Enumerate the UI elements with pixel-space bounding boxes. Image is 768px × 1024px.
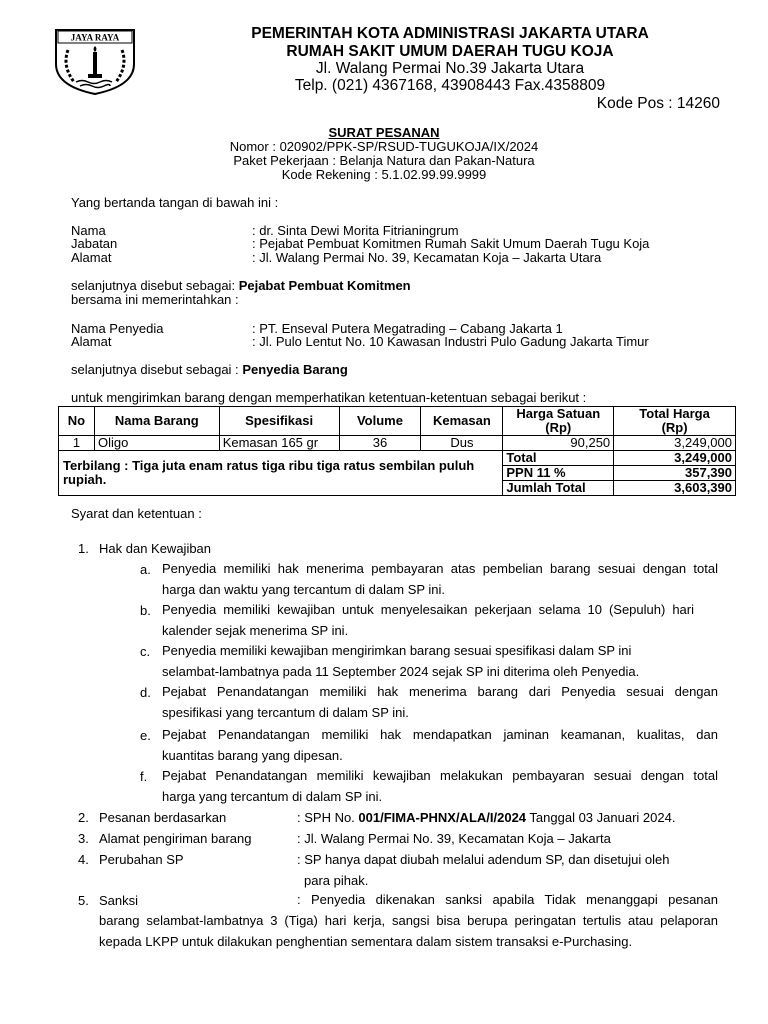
term-1d-letter: d. <box>140 685 151 700</box>
pejabat-designation-role: Pejabat Pembuat Komitmen <box>238 278 411 293</box>
vendor-address-value: : Jl. Pulo Lentut No. 10 Kawasan Industri Pulo Gadung Jakarta Timur <box>252 334 649 349</box>
header-packaging: Kemasan <box>421 407 503 436</box>
term-1-number: 1. <box>78 541 89 556</box>
term-1-title: Hak dan Kewajiban <box>99 541 212 556</box>
order-items-table <box>58 406 736 496</box>
cell-specification: Kemasan 165 gr <box>219 436 339 451</box>
term-1f-letter: f. <box>140 769 148 784</box>
term-5-line2: barang selambat-lambatnya 3 (Tiga) hari kerja, sangsi bisa berupa peringatan tertulis atau pelaporan <box>99 913 718 928</box>
vendor-designation-role: Penyedia Barang <box>242 362 348 377</box>
vendor-name-value: : PT. Enseval Putera Megatrading – Cabang Jakarta 1 <box>252 321 563 336</box>
term-2-number: 2. <box>78 810 89 825</box>
term-4-label: Perubahan SP <box>99 852 184 867</box>
pejabat-position-value: : Pejabat Pembuat Komitmen Rumah Sakit Umum Daerah Tugu Koja <box>252 236 650 251</box>
term-1b-line1: Penyedia memiliki kewajiban untuk menyelesaikan pekerjaan selama 10 (Sepuluh) hari <box>162 602 694 617</box>
term-2-label: Pesanan berdasarkan <box>99 810 227 825</box>
logo-text: JAYA RAYA <box>70 32 120 43</box>
term-1e-letter: e. <box>140 728 151 743</box>
term-1d-line2: spesifikasi yang tercantum di dalam SP ini. <box>162 705 409 720</box>
term-1c-letter: c. <box>140 644 151 659</box>
table-row <box>59 436 736 451</box>
term-5-number: 5. <box>78 893 89 908</box>
account-code: Kode Rekening : 5.1.02.99.99.9999 <box>281 167 487 182</box>
header-phone: Telp. (021) 4367168, 43908443 Fax.4358809 <box>294 77 606 94</box>
term-3-value: : Jl. Walang Permai No. 39, Kecamatan Koja – Jakarta <box>297 831 611 846</box>
header-item-name: Nama Barang <box>94 407 219 436</box>
term-1f-line1: Pejabat Penandatangan memiliki kewajiban melakukan pembayaran sesuai dengan total <box>162 768 718 783</box>
term-3-number: 3. <box>78 831 89 846</box>
terms-heading: Syarat dan ketentuan : <box>71 506 202 521</box>
grand-total-value: 3,603,390 <box>614 481 736 496</box>
command-text: bersama ini memerintahkan : <box>71 292 239 307</box>
table-intro: untuk mengirimkan barang dengan memperhatikan ketentuan-ketentuan sebagai berikut : <box>71 390 587 405</box>
vendor-designation-prefix: selanjutnya disebut sebagai : <box>71 362 239 377</box>
work-package: Paket Pekerjaan : Belanja Natura dan Pakan-Natura <box>233 153 535 168</box>
term-1a-letter: a. <box>140 562 151 577</box>
pejabat-name-label: Nama <box>71 223 106 238</box>
cell-total-price: 3,249,000 <box>614 436 736 451</box>
cell-volume: 36 <box>339 436 421 451</box>
term-1d-line1: Pejabat Penandatangan memiliki hak menerima barang dari Penyedia sesuai dengan <box>162 684 718 699</box>
intro-text: Yang bertanda tangan di bawah ini : <box>71 195 279 210</box>
amount-in-words: Terbilang : Tiga juta enam ratus tiga ribu tiga ratus sembilan puluh rupiah. <box>59 451 503 496</box>
term-1e-line1: Pejabat Penandatangan memiliki hak mendapatkan jaminan keamanan, kualitas, dan <box>162 727 718 742</box>
pejabat-name-value: : dr. Sinta Dewi Morita Fitrianingrum <box>252 223 459 238</box>
term-1e-line2: kuantitas barang yang dipesan. <box>162 748 343 763</box>
term-1a-line2: harga dan waktu yang tercantum di dalam SP ini. <box>162 582 446 597</box>
header-address: Jl. Walang Permai No.39 Jakarta Utara <box>315 60 585 77</box>
cell-item-name: Oligo <box>94 436 219 451</box>
cell-no: 1 <box>59 436 95 451</box>
jaya-raya-logo <box>52 24 138 96</box>
vendor-name-label: Nama Penyedia <box>71 321 164 336</box>
header-government-name: PEMERINTAH KOTA ADMINISTRASI JAKARTA UTARA <box>251 25 649 42</box>
term-4-number: 4. <box>78 852 89 867</box>
term-1f-line2: harga yang tercantum di dalam SP ini. <box>162 789 383 804</box>
summary-total-row <box>59 451 736 466</box>
grand-total-label: Jumlah Total <box>503 481 614 496</box>
term-4-value: : SP hanya dapat diubah melalui adendum SP, dan disetujui oleh <box>297 852 670 867</box>
vendor-address-label: Alamat <box>71 334 112 349</box>
cell-packaging: Dus <box>421 436 503 451</box>
term-1b-letter: b. <box>140 603 151 618</box>
vendor-designation <box>71 362 348 377</box>
quotation-reference: 001/FIMA-PHNX/ALA/I/2024 <box>358 810 527 825</box>
document-number: Nomor : 020902/PPK-SP/RSUD-TUGUKOJA/IX/2024 <box>229 139 539 154</box>
header-total-price: Total Harga (Rp) <box>614 407 736 436</box>
total-value: 3,249,000 <box>614 451 736 466</box>
header-hospital-name: RUMAH SAKIT UMUM DAERAH TUGU KOJA <box>286 43 614 60</box>
header-specification: Spesifikasi <box>219 407 339 436</box>
term-5-label: Sanksi <box>99 893 139 908</box>
total-label: Total <box>503 451 614 466</box>
pejabat-position-label: Jabatan <box>71 236 118 251</box>
pejabat-designation <box>71 278 411 293</box>
term-2-value: : SPH No. 001/FIMA-PHNX/ALA/I/2024 Tanggal 03 Januari 2024. <box>297 810 676 825</box>
header-postal-code: Kode Pos : 14260 <box>596 95 720 112</box>
term-1a-line1: Penyedia memiliki hak menerima pembayaran atas pembelian barang sesuai dengan total <box>162 561 718 576</box>
pejabat-address-label: Alamat <box>71 250 112 265</box>
pejabat-address-value: : Jl. Walang Permai No. 39, Kecamatan Koja – Jakarta Utara <box>252 250 602 265</box>
term-1c-line2: selambat-lambatnya pada 11 September 2024 sejak SP ini diterima oleh Penyedia. <box>162 664 640 679</box>
term-5-value: : Penyedia dikenakan sanksi apabila Tidak menanggapi pesanan <box>297 892 718 907</box>
header-unit-price: Harga Satuan (Rp) <box>503 407 614 436</box>
header-volume: Volume <box>339 407 421 436</box>
header-no: No <box>59 407 95 436</box>
term-4-value-cont: para pihak. <box>304 873 369 888</box>
document-title: SURAT PESANAN <box>328 125 440 140</box>
tax-label: PPN 11 % <box>503 466 614 481</box>
cell-unit-price: 90,250 <box>503 436 614 451</box>
term-3-label: Alamat pengiriman barang <box>99 831 252 846</box>
pejabat-designation-prefix: selanjutnya disebut sebagai: <box>71 278 236 293</box>
term-1c-line1: Penyedia memiliki kewajiban mengirimkan barang sesuai spesifikasi dalam SP ini <box>162 643 632 658</box>
term-5-line3: kepada LKPP untuk dilakukan penghentian sementara dalam sistem transaksi e-Purchasing. <box>99 934 633 949</box>
table-header-row <box>59 407 736 436</box>
term-1b-line2: kalender sejak menerima SP ini. <box>162 623 349 638</box>
tax-value: 357,390 <box>614 466 736 481</box>
